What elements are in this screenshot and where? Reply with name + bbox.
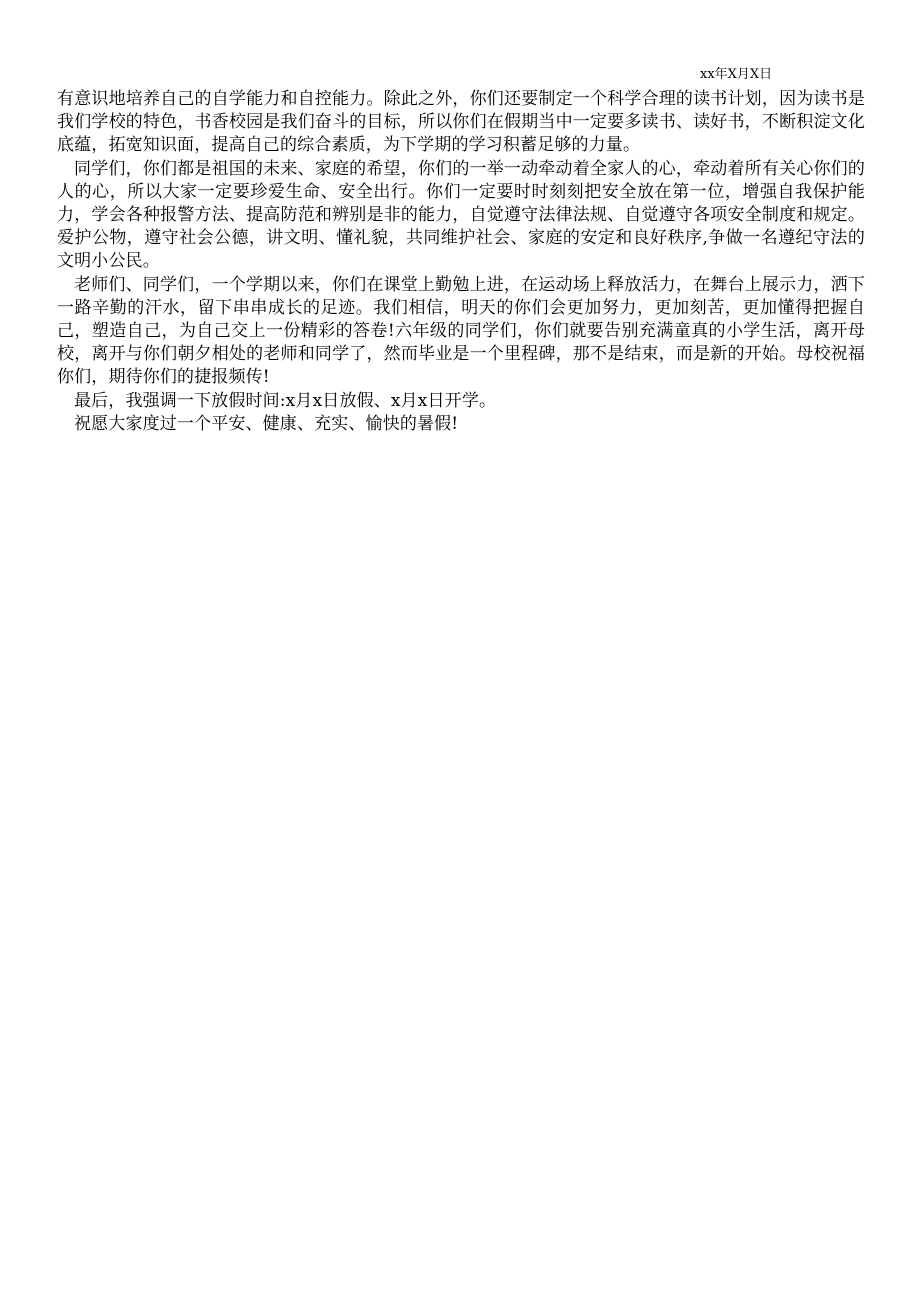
paragraph-blessing: 老师们、同学们，一个学期以来，你们在课堂上勤勉上进，在运动场上释放活力，在舞台上展示力，洒下一路辛勤的汗水，留下串串成长的足迹。我们相信，明天的你们会更加努力，更加刻苦，更加懂得把握自己，塑造自己，为自己交上一份精彩的答卷!六年级的同学们，你们就要告别充满童真的小学生活，离开母校，离开与你们朝夕相处的老师和同学了，然而毕业是一个里程碑，那不是结束，而是新的开始。母校祝福你们，期待你们的捷报频传! [57,274,865,388]
date-line: xx年X月X日 [700,67,773,82]
paragraph-holiday-dates: 最后，我强调一下放假时间:x月x日放假、x月x日开学。 [74,390,497,411]
paragraph-study-plan: 有意识地培养自己的自学能力和自控能力。除此之外，你们还要制定一个科学合理的读书计划，因为读书是我们学校的特色，书香校园是我们奋斗的目标，所以你们在假期当中一定要多读书、读好书，不断积淀文化底蕴，拓宽知识面，提高自己的综合素质，为下学期的学习积蓄足够的力量。 [57,89,865,156]
body-text [57,88,865,436]
paragraph-closing-wish: 祝愿大家度过一个平安、健康、充实、愉快的暑假! [74,413,459,434]
paragraph-safety: 同学们，你们都是祖国的未来、家庭的希望，你们的一举一动牵动着全家人的心，牵动着所有关心你们的人的心，所以大家一定要珍爱生命、安全出行。你们一定要时时刻刻把安全放在第一位，增强自我保护能力，学会各种报警方法、提高防范和辨别是非的能力，自觉遵守法律法规、自觉遵守各项安全制度和规定。爱护公物，遵守社会公德，讲文明、懂礼貌，共同维护社会、家庭的安定和良好秩序,争做一名遵纪守法的文明小公民。 [57,158,865,272]
